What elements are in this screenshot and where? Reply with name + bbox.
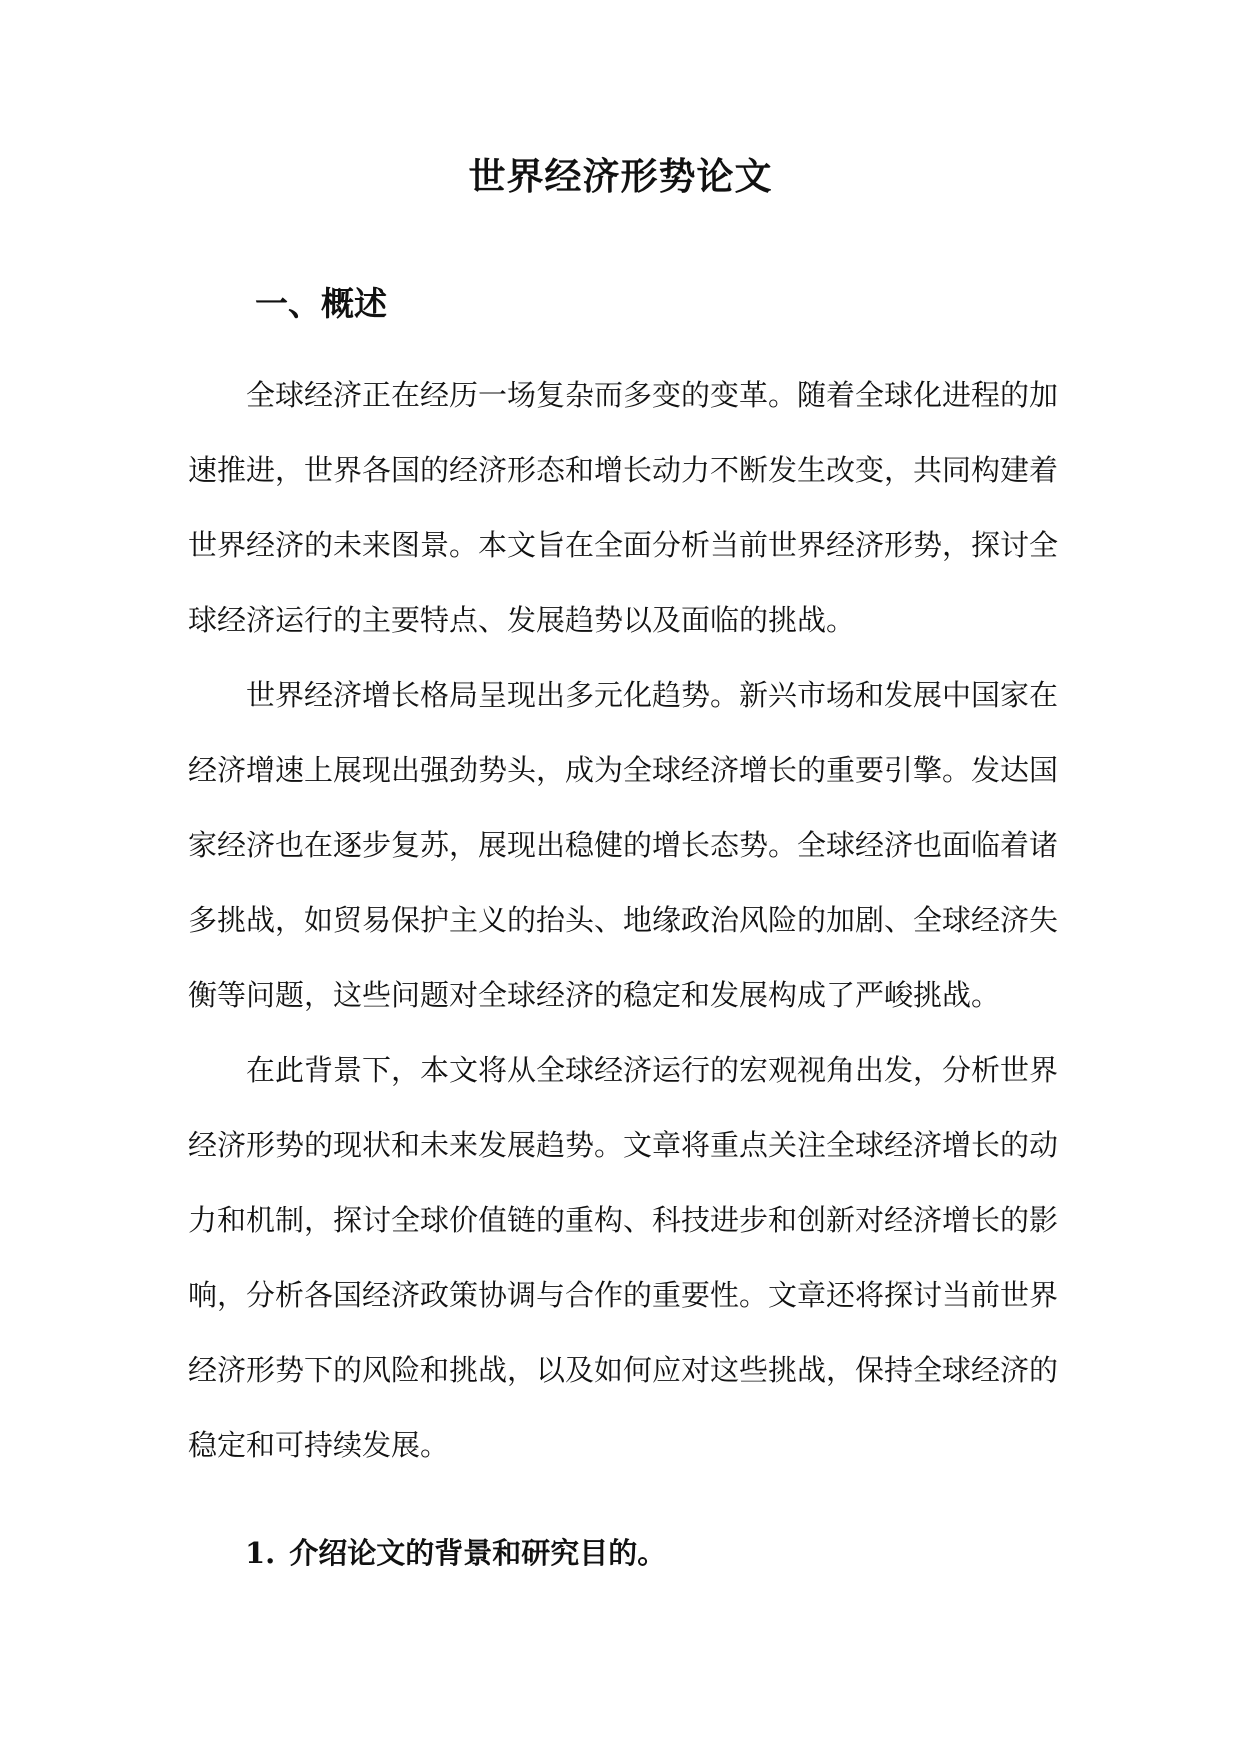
paragraph-1: 全球经济正在经历一场复杂而多变的变革。随着全球化进程的加速推进，世界各国的经济形态和增长动力不断发生改变，共同构建着世界经济的未来图景。本文旨在全面分析当前世界经济形势，探讨全球经济运行的主要特点、发展趋势以及面临的挑战。 [188,378,1059,637]
paragraph-3: 在此背景下，本文将从全球经济运行的宏观视角出发，分析世界经济形势的现状和未来发展趋势。文章将重点关注全球经济增长的动力和机制，探讨全球价值链的重构、科技进步和创新对经济增长的影响，分析各国经济政策协调与合作的重要性。文章还将探讨当前世界经济形势下的风险和挑战，以及如何应对这些挑战，保持全球经济的稳定和可持续发展。 [188,1053,1059,1462]
subheading-text: 介绍论文的背景和研究目的。 [289,1536,667,1570]
paragraph-2: 世界经济增长格局呈现出多元化趋势。新兴市场和发展中国家在经济增速上展现出强劲势头，成为全球经济增长的重要引擎。发达国家经济也在逐步复苏，展现出稳健的增长态势。全球经济也面临着诸多挑战，如贸易保护主义的抬头、地缘政治风险的加剧、全球经济失衡等问题，这些问题对全球经济的稳定和发展构成了严峻挑战。 [188,678,1059,1012]
subheading-number: 1. [245,1536,276,1570]
subheading-1 [245,1525,666,1581]
section-heading-overview: 一、概述 [255,284,387,323]
document-title: 世界经济形势论文 [468,154,773,198]
document-body [188,358,1058,1483]
